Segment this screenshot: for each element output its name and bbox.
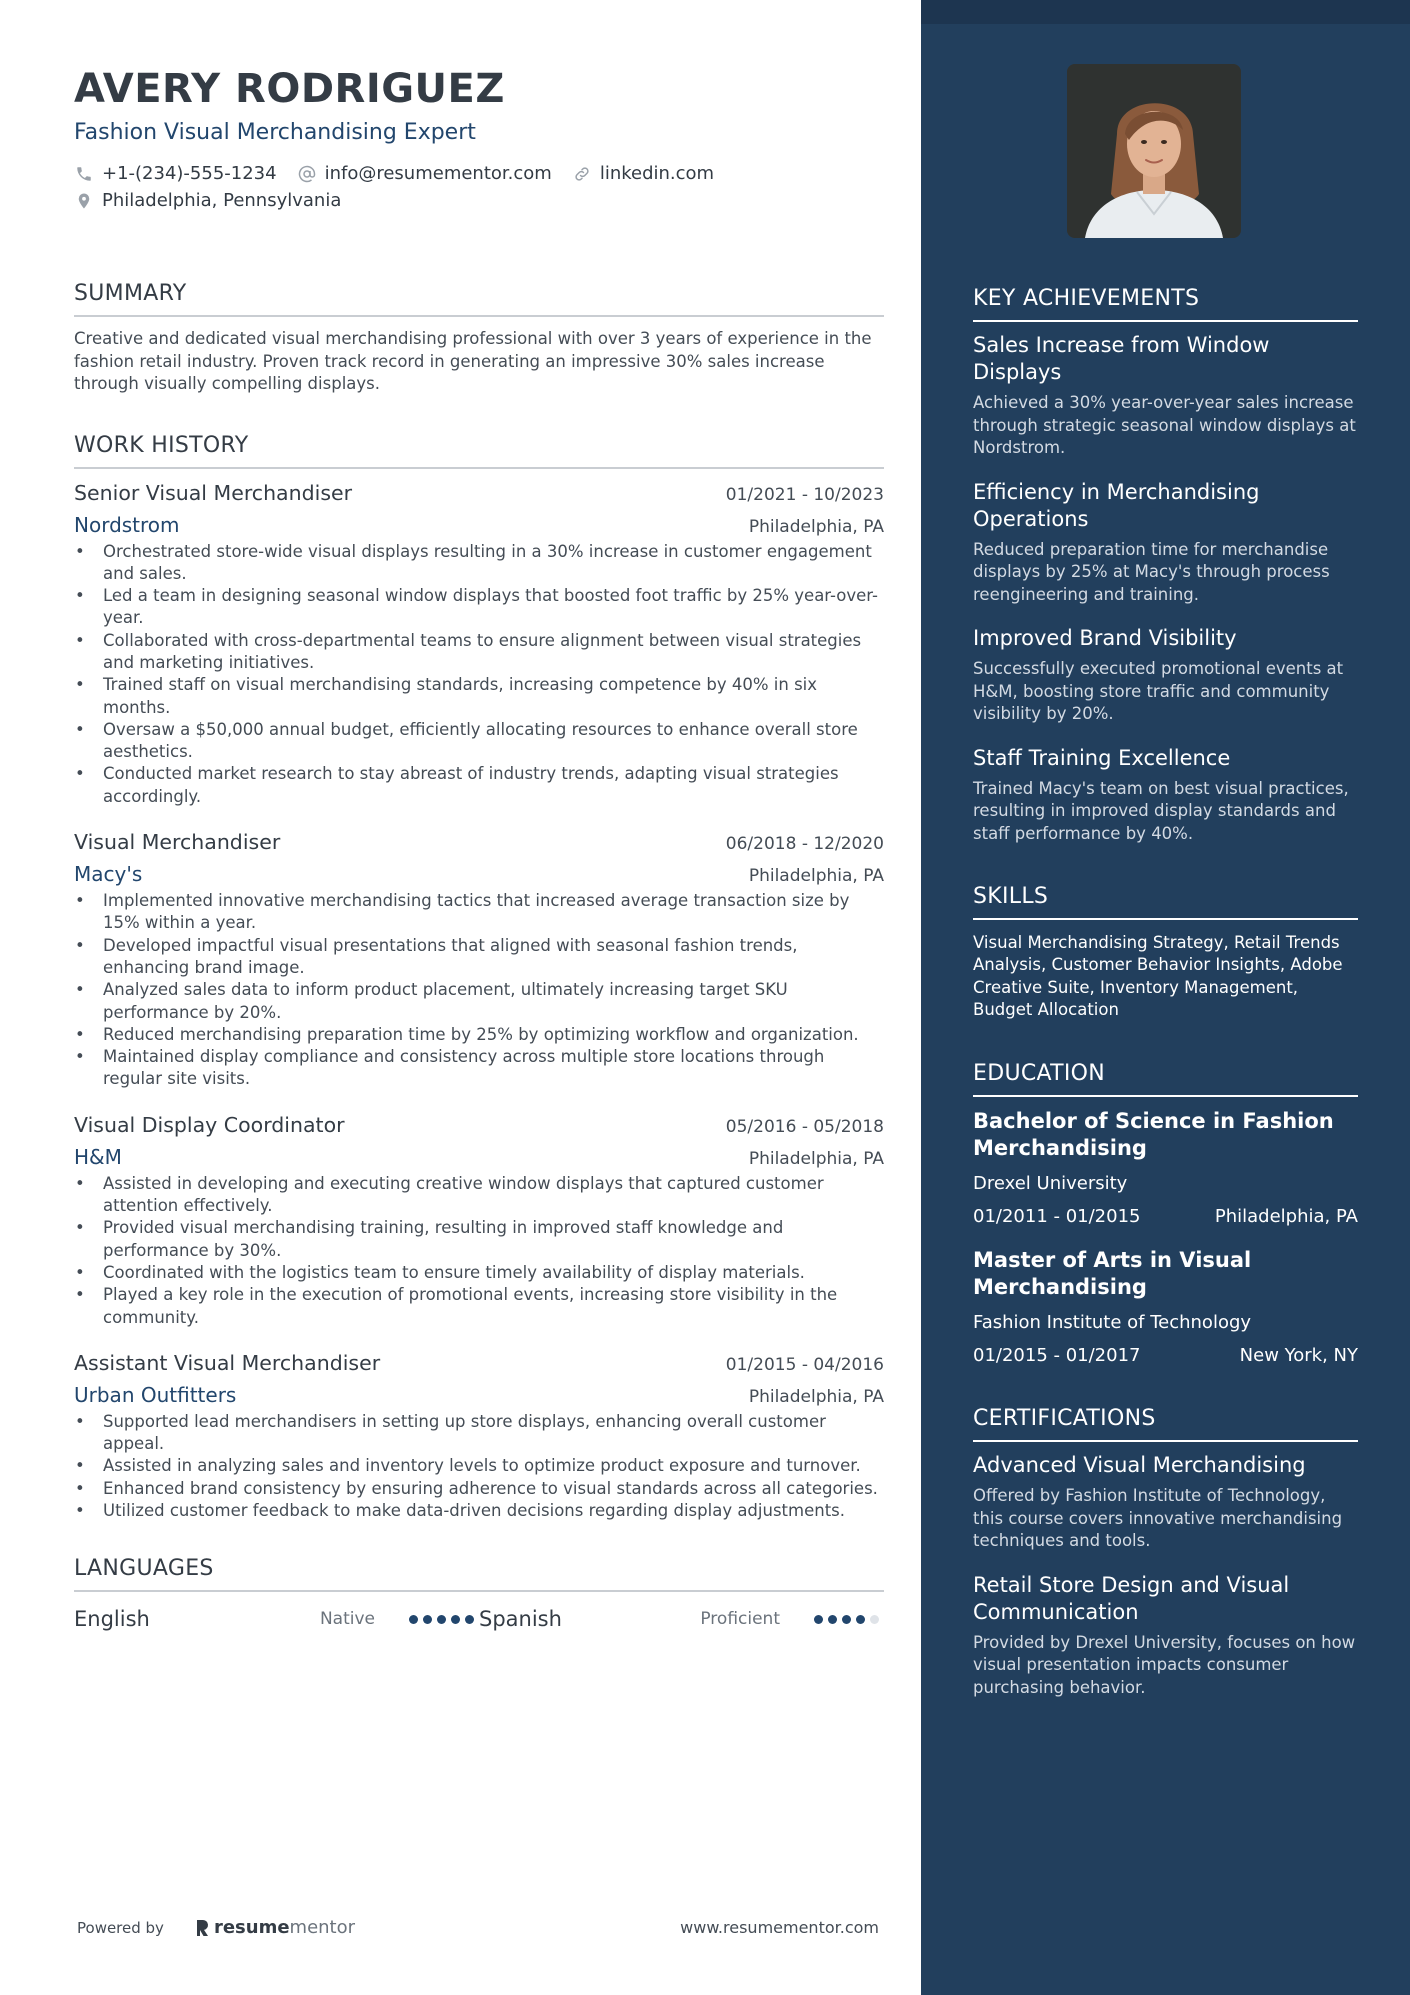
job-bullet: • Led a team in designing seasonal window displays that boosted foot traffic by 25% year-over-year.	[74, 585, 884, 630]
language-level: Native	[319, 1609, 375, 1630]
rating-dot-empty	[870, 1615, 879, 1624]
powered-by-label: Powered by	[77, 1918, 164, 1937]
rating-dot-filled	[828, 1615, 837, 1624]
certifications-list	[973, 1452, 1358, 1699]
achievement-text: Trained Macy's team on best visual practices, resulting in improved display standards and staff performance by 40%.	[973, 778, 1349, 843]
work-history-section	[74, 433, 884, 1523]
rating-dot-filled	[814, 1615, 823, 1624]
job-bullets	[74, 1173, 884, 1329]
education-location: New York, NY	[1239, 1345, 1358, 1367]
job-bullet: • Maintained display compliance and consistency across multiple store locations through regular site visits.	[74, 1046, 884, 1091]
candidate-name: AVERY RODRIGUEZ	[74, 66, 505, 112]
job-header	[74, 830, 884, 854]
job-bullet: • Collaborated with cross-departmental teams to ensure alignment between visual strategies and marketing initiatives.	[74, 630, 884, 675]
job-bullet: • Assisted in analyzing sales and inventory levels to optimize product exposure and turnover.	[74, 1455, 884, 1477]
linkedin-contact[interactable]	[572, 160, 714, 187]
job-entry	[74, 481, 884, 809]
powered-by	[77, 1917, 355, 1938]
job-title: Visual Display Coordinator	[74, 1112, 345, 1137]
job-location: Philadelphia, PA	[748, 1386, 884, 1407]
phone-text: +1-(234)-555-1234	[102, 163, 277, 184]
job-entry	[74, 1113, 884, 1329]
summary-heading: SUMMARY	[74, 281, 884, 317]
job-bullets	[74, 541, 884, 809]
job-bullet: • Utilized customer feedback to make data-driven decisions regarding display adjustments.	[74, 1500, 884, 1522]
certification-text: Provided by Drexel University, focuses on how visual presentation impacts consumer purchasing behavior.	[973, 1632, 1356, 1697]
job-bullet: • Enhanced brand consistency by ensuring adherence to visual standards across all categories.	[74, 1478, 884, 1500]
education-item	[973, 1108, 1358, 1227]
job-bullets	[74, 1411, 884, 1522]
job-location: Philadelphia, PA	[748, 866, 884, 887]
education-item	[973, 1247, 1358, 1366]
education-location: Philadelphia, PA	[1214, 1206, 1358, 1228]
rating-dot-filled	[423, 1615, 432, 1624]
certification-text: Offered by Fashion Institute of Technology, this course covers innovative merchandising techniques and tools.	[973, 1486, 1343, 1551]
job-title: Visual Merchandiser	[74, 830, 281, 855]
linkedin-text: linkedin.com	[599, 163, 715, 184]
job-dates: 01/2015 - 04/2016	[725, 1354, 884, 1375]
profile-photo	[1067, 64, 1241, 238]
certifications-heading: CERTIFICATIONS	[973, 1406, 1358, 1442]
achievement-item	[973, 625, 1358, 726]
link-icon	[572, 164, 592, 184]
phone-icon	[74, 164, 94, 184]
job-bullet: • Developed impactful visual presentations that aligned with seasonal fashion trends, enhancing brand image.	[74, 935, 884, 980]
job-subheader	[74, 1383, 884, 1407]
achievement-text: Successfully executed promotional events at H&M, boosting store traffic and community visibility by 20%.	[973, 659, 1344, 723]
language-item	[479, 1607, 884, 1631]
contact-row-2	[74, 187, 884, 214]
location-contact	[74, 187, 341, 214]
achievements-list	[973, 332, 1358, 845]
job-bullet: • Coordinated with the logistics team to ensure timely availability of display materials.	[74, 1262, 884, 1284]
education-heading: EDUCATION	[973, 1061, 1358, 1097]
job-company: Macy's	[74, 862, 143, 887]
education-meta	[973, 1345, 1358, 1366]
rating-dot-filled	[842, 1615, 851, 1624]
job-bullet: • Provided visual merchandising training, resulting in improved staff knowledge and performance by 30%.	[74, 1217, 884, 1262]
language-name: Spanish	[479, 1607, 562, 1632]
job-company: Nordstrom	[74, 512, 180, 537]
job-location: Philadelphia, PA	[748, 516, 884, 537]
language-level: Proficient	[700, 1609, 780, 1630]
profile-photo-illustration	[1067, 64, 1241, 238]
job-bullet: • Played a key role in the execution of promotional events, increasing store visibility in the community.	[74, 1284, 884, 1329]
job-bullet: • Oversaw a $50,000 annual budget, efficiently allocating resources to enhance overall store aesthetics.	[74, 719, 884, 764]
certifications-section	[973, 1406, 1358, 1699]
education-section	[973, 1061, 1358, 1366]
contact-row-1	[74, 160, 884, 187]
achievement-item	[973, 745, 1358, 846]
job-dates: 06/2018 - 12/2020	[725, 834, 884, 855]
job-bullet: • Implemented innovative merchandising tactics that increased average transaction size by 15% within a year.	[74, 890, 884, 935]
certification-item	[973, 1572, 1358, 1700]
job-company: Urban Outfitters	[74, 1382, 237, 1407]
job-bullet: • Conducted market research to stay abreast of industry trends, adapting visual strategies accordingly.	[74, 763, 884, 808]
email-text: info@resumementor.com	[324, 163, 552, 184]
achievement-title: Staff Training Excellence	[973, 745, 1231, 770]
main-content	[74, 62, 884, 1634]
language-name: English	[74, 1607, 150, 1632]
languages-heading: LANGUAGES	[74, 1556, 884, 1592]
achievements-heading: KEY ACHIEVEMENTS	[973, 286, 1358, 322]
language-list	[74, 1604, 884, 1634]
job-location: Philadelphia, PA	[748, 1148, 884, 1169]
brand-light: mentor	[289, 1917, 356, 1938]
email-contact[interactable]	[297, 160, 552, 187]
sidebar-top-band	[921, 0, 1410, 24]
job-header	[74, 1113, 884, 1137]
language-item	[74, 1607, 479, 1631]
footer-url[interactable]: www.resumementor.com	[680, 1918, 879, 1937]
resumementor-logo-icon	[194, 1918, 210, 1938]
achievement-text: Reduced preparation time for merchandise displays by 25% at Macy's through process reengineering and training.	[973, 539, 1330, 604]
job-title: Senior Visual Merchandiser	[74, 480, 353, 505]
language-rating	[814, 1615, 884, 1624]
job-subheader	[74, 1145, 884, 1169]
job-entry	[74, 830, 884, 1091]
sidebar-content	[973, 286, 1358, 1699]
job-dates: 01/2021 - 10/2023	[725, 484, 884, 505]
job-bullet: • Analyzed sales data to inform product placement, ultimately increasing target SKU performance by 20%.	[74, 979, 884, 1024]
rating-dot-filled	[451, 1615, 460, 1624]
resumementor-logo[interactable]	[194, 1917, 355, 1938]
skills-heading: SKILLS	[973, 884, 1358, 920]
job-bullet: • Assisted in developing and executing creative window displays that captured customer attention effectively.	[74, 1173, 884, 1218]
rating-dot-filled	[465, 1615, 474, 1624]
education-dates: 01/2011 - 01/2015	[973, 1206, 1141, 1228]
education-meta	[973, 1206, 1358, 1227]
education-list	[973, 1108, 1358, 1366]
certification-item	[973, 1452, 1358, 1553]
achievement-title: Sales Increase from Window Displays	[973, 333, 1270, 384]
job-subheader	[74, 862, 884, 886]
achievements-section	[973, 286, 1358, 845]
job-list	[74, 481, 884, 1523]
at-icon	[297, 164, 317, 184]
education-dates: 01/2015 - 01/2017	[973, 1345, 1141, 1367]
candidate-title: Fashion Visual Merchandising Expert	[74, 120, 476, 145]
job-header	[74, 481, 884, 505]
achievement-title: Efficiency in Merchandising Operations	[973, 479, 1260, 531]
achievement-item	[973, 479, 1358, 607]
rating-dot-filled	[437, 1615, 446, 1624]
achievement-item	[973, 332, 1358, 460]
languages-section	[74, 1556, 884, 1634]
sidebar	[921, 0, 1410, 1995]
work-history-heading: WORK HISTORY	[74, 433, 884, 469]
rating-dot-filled	[856, 1615, 865, 1624]
job-entry	[74, 1351, 884, 1522]
education-degree: Bachelor of Science in Fashion Merchandising	[973, 1109, 1334, 1161]
education-school: Fashion Institute of Technology	[973, 1312, 1252, 1334]
summary-text: Creative and dedicated visual merchandising professional with over 3 years of experience in the fashion retail industry. Proven track record in generating an impressive 30% sales increase through visually compelling displays.	[74, 329, 872, 393]
achievement-title: Improved Brand Visibility	[973, 626, 1237, 650]
job-bullet: • Supported lead merchandisers in setting up store displays, enhancing overall customer appeal.	[74, 1411, 884, 1456]
achievement-text: Achieved a 30% year-over-year sales increase through strategic seasonal window displays at Nordstrom.	[973, 393, 1356, 457]
job-company: H&M	[74, 1144, 122, 1169]
job-bullet: • Orchestrated store-wide visual displays resulting in a 30% increase in customer engagement and sales.	[74, 541, 884, 586]
job-dates: 05/2016 - 05/2018	[725, 1116, 884, 1137]
education-degree: Master of Arts in Visual Merchandising	[973, 1248, 1252, 1300]
job-bullets	[74, 890, 884, 1091]
certification-title: Retail Store Design and Visual Communication	[973, 1572, 1290, 1624]
phone-contact[interactable]	[74, 160, 277, 187]
summary-section	[74, 281, 884, 396]
job-bullet: • Trained staff on visual merchandising standards, increasing competence by 40% in six months.	[74, 674, 884, 719]
job-bullet: • Reduced merchandising preparation time by 25% by optimizing workflow and organization.	[74, 1024, 884, 1046]
skills-section	[973, 884, 1358, 1021]
certification-title: Advanced Visual Merchandising	[973, 1453, 1306, 1478]
language-rating	[409, 1615, 479, 1624]
footer	[77, 1917, 879, 1938]
location-pin-icon	[74, 191, 94, 211]
rating-dot-filled	[409, 1615, 418, 1624]
skills-text: Visual Merchandising Strategy, Retail Trends Analysis, Customer Behavior Insights, Adobe Creative Suite, Inventory Management, Budget Allocation	[973, 933, 1343, 1019]
education-school: Drexel University	[973, 1173, 1128, 1195]
contact-info	[74, 160, 884, 214]
job-title: Assistant Visual Merchandiser	[74, 1350, 381, 1375]
location-text: Philadelphia, Pennsylvania	[102, 190, 342, 211]
brand-bold: resume	[213, 1917, 290, 1938]
job-header	[74, 1351, 884, 1375]
job-subheader	[74, 513, 884, 537]
